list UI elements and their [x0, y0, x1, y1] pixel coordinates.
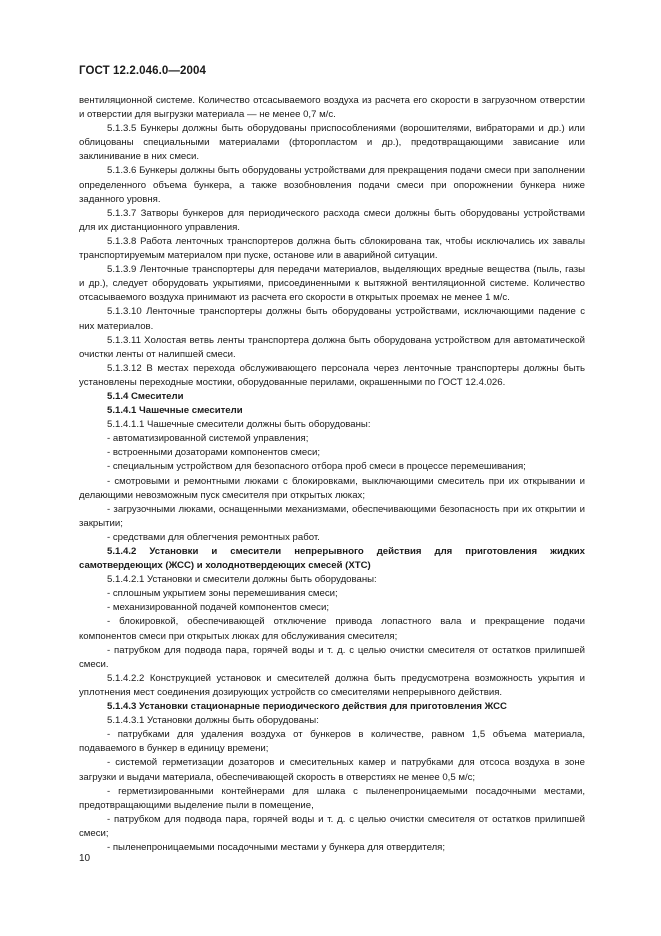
paragraph: - патрубками для удаления воздуха от бункеров в количестве, равном 1,5 объема материала, подаваемого в бункер в единицу времени;: [79, 729, 585, 755]
paragraph: - средствами для облегчения ремонтных работ.: [107, 531, 320, 543]
paragraph: - автоматизированной системой управления;: [107, 433, 309, 445]
section-heading: 5.1.4.1 Чашечные смесители: [107, 405, 243, 417]
paragraph: - пыленепроницаемыми посадочными местами у бункера для отвердителя;: [107, 841, 446, 853]
paragraph: 5.1.4.2.2 Конструкцией установок и смесителей должна быть предусмотрена возможность укрытия и уплотнения мест соединения дозирующих устройств со смесителями непрерывного действия.: [79, 672, 585, 698]
paragraph: 5.1.3.6 Бункеры должны быть оборудованы устройствами для прекращения подачи смеси при заполнении определенного объема бункера, а также возобновления подачи смеси при опорожнении бункера ниже заданного уровня.: [79, 165, 585, 205]
paragraph: - герметизированными контейнерами для шлака с пыленепроницаемыми посадочными местами, предотвращающими выделение пыли в помещение,: [79, 785, 585, 811]
paragraph: - специальным устройством для безопасного отбора проб смеси в процессе перемешивания;: [107, 461, 526, 473]
paragraph: 5.1.3.11 Холостая ветвь ленты транспортера должна быть оборудована устройством для автоматической очистки ленты от налипшей смеси.: [79, 334, 585, 360]
paragraph: 5.1.3.8 Работа ленточных транспортеров должна быть сблокирована так, чтобы исключались их завалы транспортируемым материалом при пуске, останове или в аварийной ситуации.: [79, 235, 585, 262]
document-body: [79, 94, 585, 855]
paragraph: 5.1.3.9 Ленточные транспортеры для передачи материалов, выделяющих вредные вещества (пыль, газы и др.), следует оборудовать укрытиями, присоединенными к вытяжной вентиляционной системе. Количество отсасываемого воздуха принимают из расчета его скорости в открытых проемах не менее 1 м/с.: [79, 264, 585, 304]
section-heading: 5.1.4.2 Установки и смесители непрерывного действия для приготовления жидких самотвердеющих (ЖСС) и холоднотвердеющих смесей (ХТС): [79, 546, 585, 572]
paragraph: вентиляционной системе. Количество отсасываемого воздуха из расчета его скорости в загрузочном отверстии и отверстии для выгрузки материала — не менее 0,7 м/с.: [79, 95, 585, 121]
paragraph: - механизированной подачей компонентов смеси;: [107, 602, 330, 614]
paragraph: 5.1.3.12 В местах перехода обслуживающего персонала через ленточные транспортеры должны быть установлены переходные мостики, оборудованные перилами, окрашенными по ГОСТ 12.4.026.: [79, 362, 585, 388]
paragraph: - системой герметизации дозаторов и смесительных камер и патрубками для отсоса воздуха в зоне загрузки и выдачи материала, обеспечивающей скорость в отверстиях не менее 0,5 м/с;: [79, 757, 585, 783]
paragraph: 5.1.3.5 Бункеры должны быть оборудованы приспособлениями (ворошителями, вибраторами и др.) или облицованы специальными материалами (фторопластом и др.), предотвращающими зависание или заклинивание в них смеси.: [79, 123, 585, 163]
paragraph: - блокировкой, обеспечивающей отключение привода лопастного вала и прекращение подачи компонентов смеси при открытых люках для обслуживания смесителя;: [79, 616, 585, 642]
paragraph: - загрузочными люками, оснащенными механизмами, обеспечивающими безопасность при их открытии и закрытии;: [79, 503, 585, 529]
paragraph: 5.1.3.10 Ленточные транспортеры должны быть оборудованы устройствами, исключающими падение с них материалов.: [79, 306, 585, 332]
paragraph: 5.1.4.3.1 Установки должны быть оборудованы:: [107, 715, 319, 727]
paragraph: - патрубком для подвода пара, горячей воды и т. д. с целью очистки смесителя от остатков прилипшей смеси.: [79, 644, 585, 670]
paragraph: - сплошным укрытием зоны перемешивания смеси;: [107, 588, 338, 600]
paragraph: 5.1.4.2.1 Установки и смесители должны быть оборудованы:: [107, 574, 377, 586]
paragraph: 5.1.4.1.1 Чашечные смесители должны быть оборудованы:: [107, 419, 371, 431]
paragraph: 5.1.3.7 Затворы бункеров для периодического расхода смеси должны быть оборудованы устройствами для их дистанционного управления.: [79, 207, 585, 233]
paragraph: - встроенными дозаторами компонентов смеси;: [107, 447, 321, 459]
paragraph: - смотровыми и ремонтными люками с блокировками, выключающими смеситель при их открывании и делающими невозможным пуск смесителя при открытых люках;: [79, 475, 585, 501]
paragraph: - патрубком для подвода пара, горячей воды и т. д. с целью очистки смесителя от остатков прилипшей смеси;: [79, 813, 585, 839]
section-heading: 5.1.4 Смесители: [107, 390, 184, 402]
section-heading: 5.1.4.3 Установки стационарные периодического действия для приготовления ЖСС: [107, 701, 507, 713]
page-number: 10: [79, 853, 91, 864]
page-header: ГОСТ 12.2.046.0—2004: [79, 65, 206, 77]
